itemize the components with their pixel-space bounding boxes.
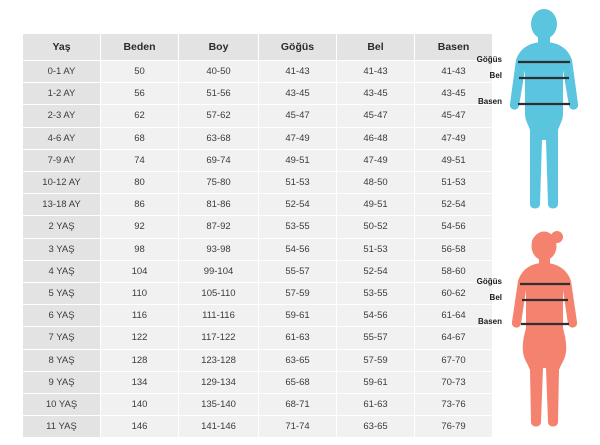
table-row xyxy=(23,394,493,416)
cell-hip: 41-43 xyxy=(415,61,493,83)
table-row xyxy=(23,127,493,149)
column-header-basen: Basen xyxy=(415,34,493,61)
cell-size: 122 xyxy=(101,327,179,349)
cell-size: 140 xyxy=(101,394,179,416)
child-figure-svg xyxy=(500,8,596,220)
cell-waist: 41-43 xyxy=(337,61,415,83)
column-header-gogus: Göğüs xyxy=(259,34,337,61)
cell-hip: 52-54 xyxy=(415,194,493,216)
cell-height: 93-98 xyxy=(179,238,259,260)
cell-age: 13-18 AY xyxy=(23,194,101,216)
cell-age: 7-9 AY xyxy=(23,149,101,171)
cell-hip: 70-73 xyxy=(415,371,493,393)
table-row xyxy=(23,149,493,171)
column-header-boy: Boy xyxy=(179,34,259,61)
cell-height: 51-56 xyxy=(179,83,259,105)
cell-waist: 47-49 xyxy=(337,149,415,171)
cell-hip: 64-67 xyxy=(415,327,493,349)
cell-height: 141-146 xyxy=(179,416,259,438)
column-header-yas: Yaş xyxy=(23,34,101,61)
column-header-bel: Bel xyxy=(337,34,415,61)
cell-hip: 67-70 xyxy=(415,349,493,371)
cell-waist: 54-56 xyxy=(337,305,415,327)
cell-chest: 52-54 xyxy=(259,194,337,216)
cell-chest: 57-59 xyxy=(259,283,337,305)
cell-waist: 49-51 xyxy=(337,194,415,216)
cell-size: 146 xyxy=(101,416,179,438)
child-silhouette xyxy=(510,9,578,209)
cell-size: 62 xyxy=(101,105,179,127)
girl-body-diagram xyxy=(476,228,596,438)
child-label-gogus: Göğüs xyxy=(476,55,502,64)
cell-waist: 51-53 xyxy=(337,238,415,260)
cell-waist: 48-50 xyxy=(337,172,415,194)
cell-age: 2-3 AY xyxy=(23,105,101,127)
cell-height: 40-50 xyxy=(179,61,259,83)
cell-age: 10-12 AY xyxy=(23,172,101,194)
cell-height: 87-92 xyxy=(179,216,259,238)
cell-hip: 54-56 xyxy=(415,216,493,238)
cell-age: 9 YAŞ xyxy=(23,371,101,393)
cell-chest: 41-43 xyxy=(259,61,337,83)
girl-label-basen: Basen xyxy=(477,317,502,326)
cell-height: 63-68 xyxy=(179,127,259,149)
cell-size: 116 xyxy=(101,305,179,327)
cell-age: 8 YAŞ xyxy=(23,349,101,371)
cell-chest: 49-51 xyxy=(259,149,337,171)
table-row xyxy=(23,105,493,127)
table-row xyxy=(23,61,493,83)
cell-hip: 76-79 xyxy=(415,416,493,438)
table-row xyxy=(23,416,493,438)
cell-chest: 65-68 xyxy=(259,371,337,393)
cell-hip: 51-53 xyxy=(415,172,493,194)
cell-chest: 59-61 xyxy=(259,305,337,327)
cell-size: 50 xyxy=(101,61,179,83)
cell-age: 7 YAŞ xyxy=(23,327,101,349)
girl-label-gogus: Göğüs xyxy=(476,277,502,286)
column-header-beden: Beden xyxy=(101,34,179,61)
cell-hip: 43-45 xyxy=(415,83,493,105)
cell-hip: 47-49 xyxy=(415,127,493,149)
cell-chest: 68-71 xyxy=(259,394,337,416)
table-row xyxy=(23,305,493,327)
cell-size: 110 xyxy=(101,283,179,305)
cell-waist: 59-61 xyxy=(337,371,415,393)
cell-age: 11 YAŞ xyxy=(23,416,101,438)
table-row xyxy=(23,327,493,349)
cell-age: 1-2 AY xyxy=(23,83,101,105)
cell-chest: 51-53 xyxy=(259,172,337,194)
cell-age: 3 YAŞ xyxy=(23,238,101,260)
cell-chest: 53-55 xyxy=(259,216,337,238)
cell-waist: 55-57 xyxy=(337,327,415,349)
table-row xyxy=(23,371,493,393)
table-row xyxy=(23,260,493,282)
cell-waist: 61-63 xyxy=(337,394,415,416)
cell-hip: 61-64 xyxy=(415,305,493,327)
cell-size: 68 xyxy=(101,127,179,149)
cell-waist: 53-55 xyxy=(337,283,415,305)
cell-waist: 52-54 xyxy=(337,260,415,282)
cell-hip: 73-76 xyxy=(415,394,493,416)
table-row xyxy=(23,238,493,260)
cell-chest: 43-45 xyxy=(259,83,337,105)
cell-height: 69-74 xyxy=(179,149,259,171)
cell-size: 74 xyxy=(101,149,179,171)
cell-chest: 63-65 xyxy=(259,349,337,371)
table-row xyxy=(23,83,493,105)
child-label-basen: Basen xyxy=(477,97,502,106)
cell-height: 135-140 xyxy=(179,394,259,416)
cell-waist: 63-65 xyxy=(337,416,415,438)
cell-chest: 54-56 xyxy=(259,238,337,260)
table-body xyxy=(23,61,493,438)
size-table xyxy=(22,33,493,438)
cell-age: 4-6 AY xyxy=(23,127,101,149)
cell-hip: 56-58 xyxy=(415,238,493,260)
cell-height: 117-122 xyxy=(179,327,259,349)
cell-height: 75-80 xyxy=(179,172,259,194)
cell-height: 111-116 xyxy=(179,305,259,327)
table-header xyxy=(23,34,493,61)
cell-size: 128 xyxy=(101,349,179,371)
table-header-row xyxy=(23,34,493,61)
cell-age: 2 YAŞ xyxy=(23,216,101,238)
cell-size: 56 xyxy=(101,83,179,105)
cell-hip: 45-47 xyxy=(415,105,493,127)
cell-hip: 58-60 xyxy=(415,260,493,282)
cell-size: 104 xyxy=(101,260,179,282)
cell-age: 6 YAŞ xyxy=(23,305,101,327)
cell-chest: 47-49 xyxy=(259,127,337,149)
cell-hip: 60-62 xyxy=(415,283,493,305)
cell-chest: 61-63 xyxy=(259,327,337,349)
table-row xyxy=(23,172,493,194)
girl-figure-svg xyxy=(500,228,596,438)
cell-size: 80 xyxy=(101,172,179,194)
cell-size: 98 xyxy=(101,238,179,260)
table-row xyxy=(23,216,493,238)
cell-waist: 43-45 xyxy=(337,83,415,105)
cell-size: 92 xyxy=(101,216,179,238)
child-label-bel: Bel xyxy=(489,71,502,80)
cell-chest: 55-57 xyxy=(259,260,337,282)
cell-age: 5 YAŞ xyxy=(23,283,101,305)
cell-height: 57-62 xyxy=(179,105,259,127)
cell-size: 134 xyxy=(101,371,179,393)
cell-age: 4 YAŞ xyxy=(23,260,101,282)
cell-height: 81-86 xyxy=(179,194,259,216)
cell-height: 123-128 xyxy=(179,349,259,371)
cell-hip: 49-51 xyxy=(415,149,493,171)
cell-age: 10 YAŞ xyxy=(23,394,101,416)
cell-waist: 50-52 xyxy=(337,216,415,238)
girl-label-bel: Bel xyxy=(489,293,502,302)
cell-chest: 45-47 xyxy=(259,105,337,127)
cell-size: 86 xyxy=(101,194,179,216)
cell-height: 129-134 xyxy=(179,371,259,393)
cell-waist: 57-59 xyxy=(337,349,415,371)
table-row xyxy=(23,194,493,216)
cell-height: 99-104 xyxy=(179,260,259,282)
cell-age: 0-1 AY xyxy=(23,61,101,83)
cell-chest: 71-74 xyxy=(259,416,337,438)
cell-waist: 46-48 xyxy=(337,127,415,149)
child-body-diagram xyxy=(476,8,596,220)
girl-silhouette xyxy=(512,231,577,427)
table-row xyxy=(23,349,493,371)
table-row xyxy=(23,283,493,305)
cell-height: 105-110 xyxy=(179,283,259,305)
cell-waist: 45-47 xyxy=(337,105,415,127)
